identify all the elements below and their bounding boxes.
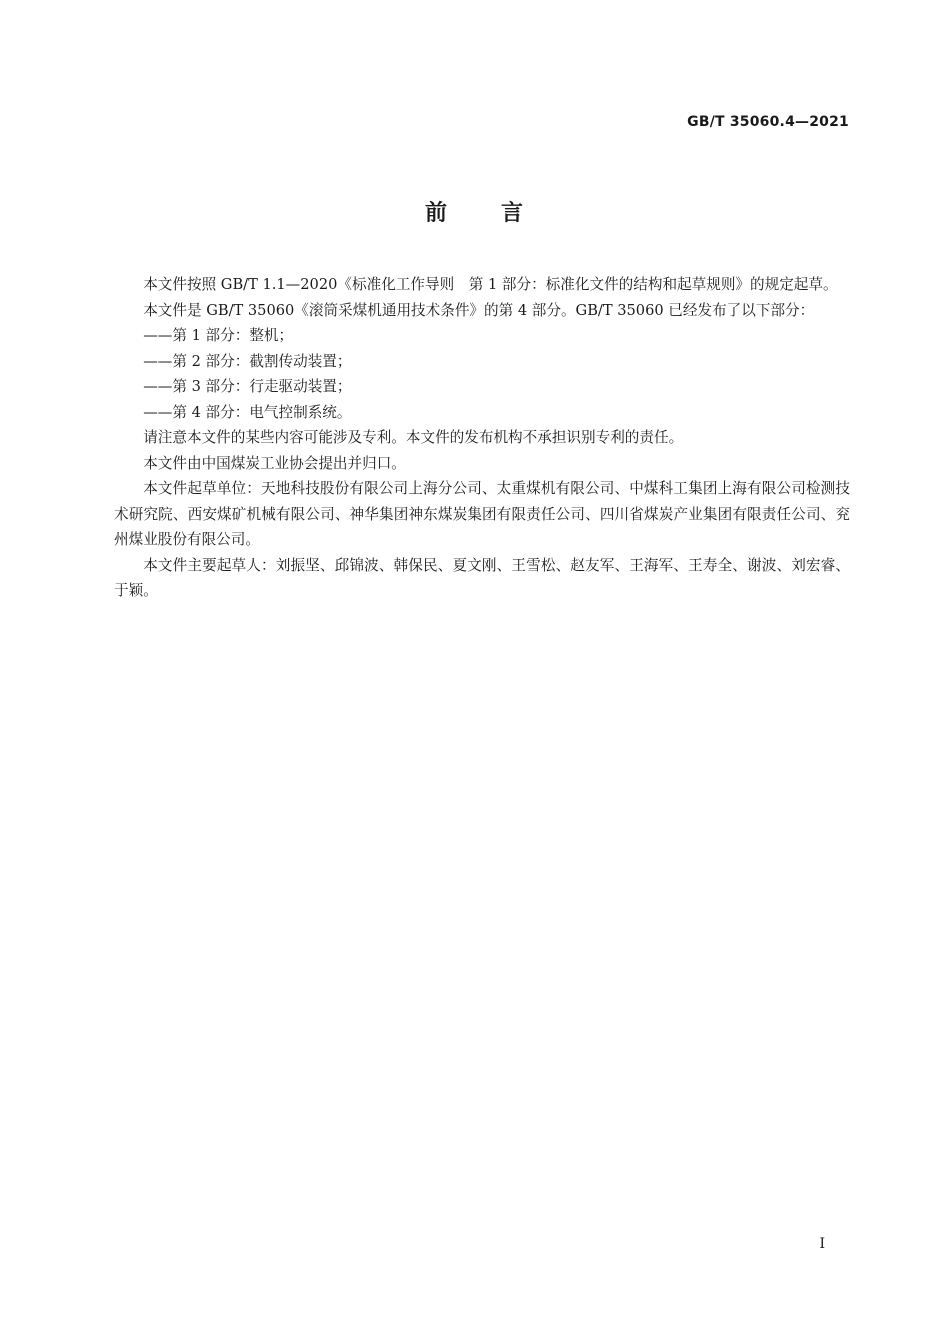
paragraph-drafting-rules: 本文件按照 GB/T 1.1—2020《标准化工作导则 第 1 部分：标准化文件的结构和起草规则》的规定起草。: [143, 276, 838, 293]
list-item-part-3: ——第 3 部分：行走驱动装置；: [143, 378, 352, 395]
standard-code: GB/T 35060.4—2021: [687, 114, 849, 130]
title-char-1: 前: [424, 201, 449, 226]
foreword-body: [114, 272, 850, 604]
list-item-part-4: ——第 4 部分：电气控制系统。: [143, 403, 352, 421]
paragraph-series-intro: 本文件是 GB/T 35060《滚筒采煤机通用技术条件》的第 4 部分。GB/T 35060 已经发布了以下部分：: [143, 301, 815, 319]
paragraph-patent-notice: 请注意本文件的某些内容可能涉及专利。本文件的发布机构不承担识别专利的责任。: [143, 429, 684, 446]
page-title: [0, 196, 950, 227]
list-item-part-1: ——第 1 部分：整机；: [143, 327, 294, 344]
paragraph-drafting-units: 本文件起草单位：天地科技股份有限公司上海分公司、太重煤机有限公司、中煤科工集团上海有限公司检测技术研究院、西安煤矿机械有限公司、神华集团神东煤炭集团有限责任公司、四川省煤炭产业集团有限责任公司、兖州煤业股份有限公司。: [114, 480, 850, 548]
paragraph-drafters: 本文件主要起草人：刘振坚、邱锦波、韩保民、夏文刚、王雪松、赵友军、王海军、王寿全、谢波、刘宏睿、于颖。: [114, 556, 850, 599]
paragraph-proposer: 本文件由中国煤炭工业协会提出并归口。: [143, 454, 406, 472]
page-number: I: [819, 1236, 825, 1252]
title-char-2: 言: [501, 201, 526, 226]
list-item-part-2: ——第 2 部分：截割传动装置；: [143, 352, 352, 370]
